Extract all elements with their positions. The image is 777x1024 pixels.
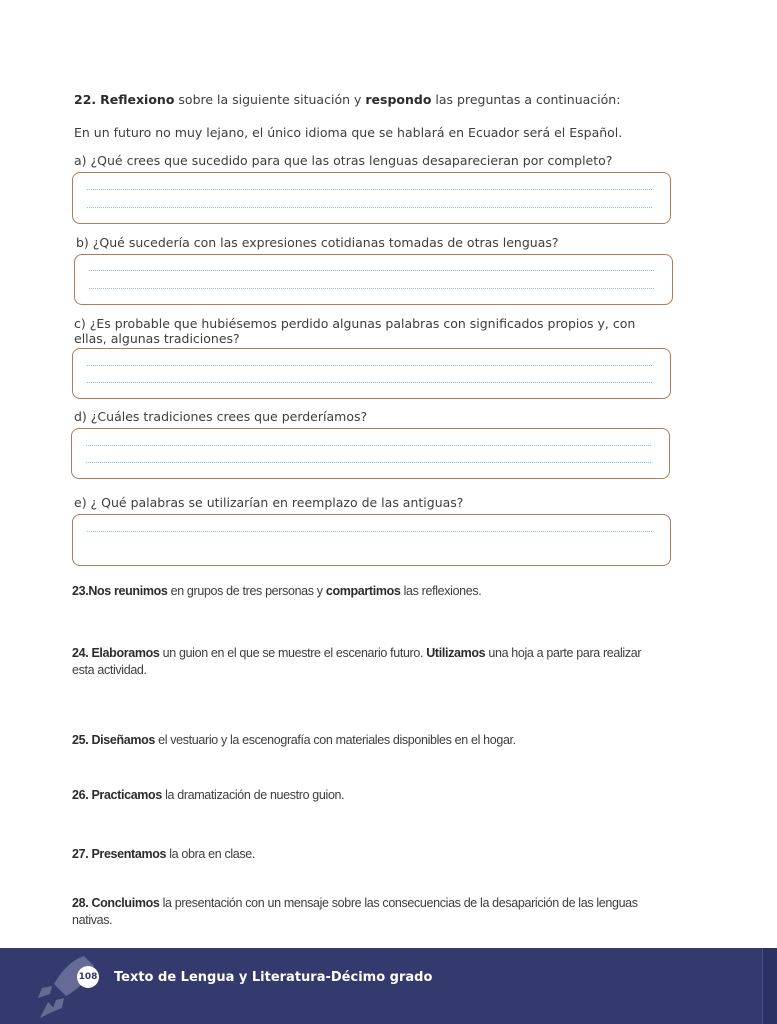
q28-lead: 28. Concluimos xyxy=(72,896,160,910)
q27-rest: la obra en clase. xyxy=(169,847,256,861)
q25-lead: 25. Diseñamos xyxy=(72,733,155,747)
q24-lead: 24. Elaboramos xyxy=(72,646,160,660)
q25 xyxy=(72,733,516,747)
answer-line xyxy=(87,365,652,366)
question-e: e) ¿ Qué palabras se utilizarían en reemplazo de las antiguas? xyxy=(74,495,464,510)
answer-line xyxy=(89,288,654,289)
q23-verb: compartimos xyxy=(325,584,401,598)
rocket-icon xyxy=(34,952,104,1024)
page-footer xyxy=(0,948,777,1024)
q27-lead: 27. Presentamos xyxy=(72,847,167,861)
q23 xyxy=(72,584,481,598)
answer-line xyxy=(87,189,652,190)
q22-scenario: En un futuro no muy lejano, el único idioma que se hablará en Ecuador será el Español. xyxy=(74,125,623,140)
q26-lead: 26. Practicamos xyxy=(72,788,162,802)
q22-text-mid: sobre la siguiente situación y xyxy=(178,92,362,107)
footer-edge-strip xyxy=(762,948,777,1024)
q24-rest: una hoja a parte para realizar xyxy=(488,646,642,660)
answer-box-a[interactable] xyxy=(72,172,671,224)
q25-rest: el vestuario y la escenografía con materiales disponibles en el hogar. xyxy=(158,733,516,747)
answer-box-b[interactable] xyxy=(74,254,673,305)
q27 xyxy=(72,847,255,861)
footer-title: Texto de Lengua y Literatura-Décimo grado xyxy=(114,970,433,985)
question-c-line2: ellas, algunas tradiciones? xyxy=(74,331,240,346)
q28-rest: la presentación con un mensaje sobre las consecuencias de la desaparición de las lenguas xyxy=(162,896,638,910)
q22-verb-respondo: respondo xyxy=(365,92,432,107)
q23-mid: en grupos de tres personas y xyxy=(170,584,323,598)
q24-verb: Utilizamos xyxy=(426,646,486,660)
question-d: d) ¿Cuáles tradiciones crees que perderíamos? xyxy=(74,409,368,424)
q22-heading xyxy=(74,92,620,107)
page-number: 108 xyxy=(77,966,99,988)
q22-verb-reflexiono: Reflexiono xyxy=(100,92,175,107)
answer-line xyxy=(87,207,652,208)
answer-line xyxy=(87,531,652,532)
q28-line2: nativas. xyxy=(72,913,113,927)
q23-rest: las reflexiones. xyxy=(403,584,482,598)
answer-line xyxy=(86,462,651,463)
q28-line1 xyxy=(72,896,638,910)
q24-mid: un guion en el que se muestre el escenario futuro. xyxy=(162,646,424,660)
question-b: b) ¿Qué sucedería con las expresiones cotidianas tomadas de otras lenguas? xyxy=(76,235,559,250)
answer-line xyxy=(89,270,654,271)
q24-line2: esta actividad. xyxy=(72,663,147,677)
answer-line xyxy=(86,445,651,446)
q26 xyxy=(72,788,344,802)
answer-box-e[interactable] xyxy=(72,514,671,566)
q26-rest: la dramatización de nuestro guion. xyxy=(165,788,345,802)
question-c-line1: c) ¿Es probable que hubiésemos perdido algunas palabras con significados propios y, con xyxy=(74,316,636,331)
q24-line1 xyxy=(72,646,641,660)
q22-text-rest: las preguntas a continuación: xyxy=(435,92,621,107)
answer-box-c[interactable] xyxy=(72,348,671,399)
q22-number: 22. xyxy=(74,92,97,107)
question-a: a) ¿Qué crees que sucedido para que las otras lenguas desaparecieran por completo? xyxy=(74,153,613,168)
q23-lead: 23.Nos reunimos xyxy=(72,584,168,598)
answer-box-d[interactable] xyxy=(71,428,670,479)
answer-line xyxy=(87,382,652,383)
